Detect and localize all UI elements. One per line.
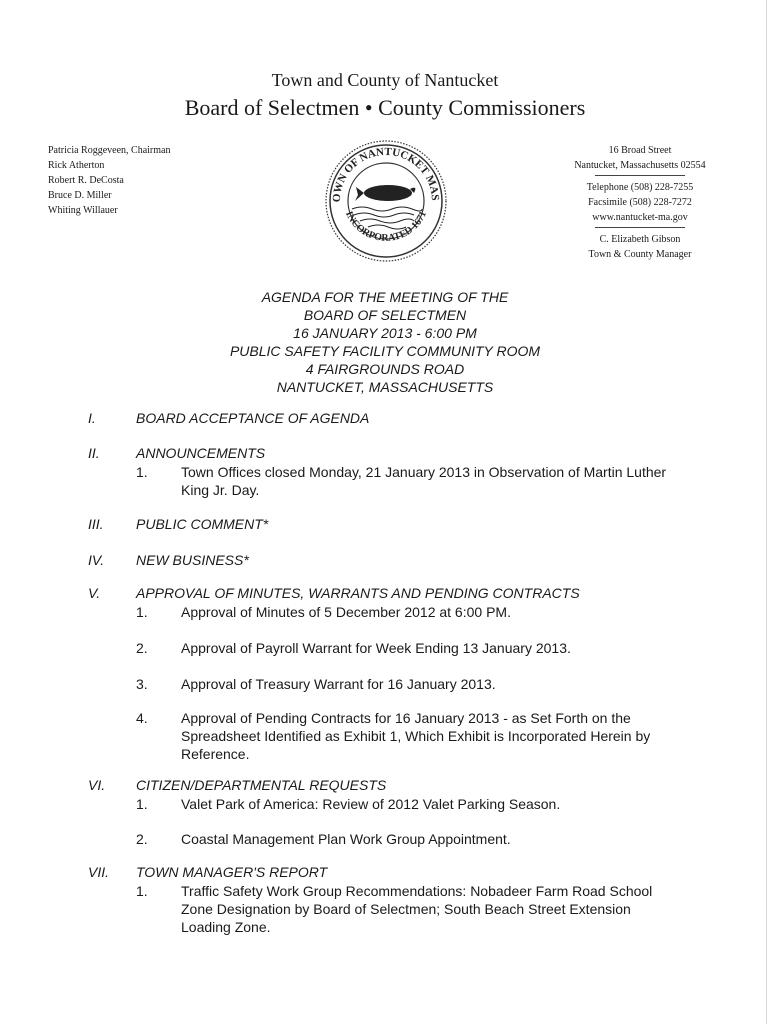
item-number: 3.	[136, 676, 148, 692]
item-text: Coastal Management Plan Work Group Appointment.	[181, 831, 511, 847]
website-link[interactable]: www.nantucket-ma.gov	[592, 212, 688, 223]
agenda-header-line: 4 FAIRGROUNDS ROAD	[305, 361, 465, 377]
board-title: Board of Selectmen • County Commissioners	[184, 95, 586, 120]
item-text: Approval of Minutes of 5 December 2012 at 6:00 PM.	[181, 604, 511, 620]
contact-block	[555, 143, 725, 262]
item-text: Traffic Safety Work Group Recommendations: Nobadeer Farm Road School Zone Designation by Board of Selectmen; South Beach Street Extension Loading Zone.	[181, 883, 653, 935]
section-heading: TOWN MANAGER'S REPORT	[136, 864, 328, 880]
item-number: 2.	[136, 831, 148, 847]
section-numeral: II.	[88, 445, 100, 461]
manager-name: C. Elizabeth Gibson	[599, 234, 681, 245]
address-street: 16 Broad Street	[608, 145, 672, 156]
item-text: Town Offices closed Monday, 21 January 2013 in Observation of Martin Luther King Jr. Day.	[181, 464, 667, 498]
section-numeral: VII.	[88, 864, 110, 880]
agenda-header-line: NANTUCKET, MASSACHUSETTS	[276, 379, 494, 395]
divider	[595, 175, 685, 176]
agenda-header-line: BOARD OF SELECTMEN	[303, 307, 467, 323]
section-heading: PUBLIC COMMENT*	[136, 516, 269, 532]
section-heading: APPROVAL OF MINUTES, WARRANTS AND PENDING CONTRACTS	[136, 585, 580, 601]
agenda-header-line: 16 JANUARY 2013 - 6:00 PM	[293, 325, 477, 341]
item-text: Approval of Payroll Warrant for Week Ending 13 January 2013.	[181, 640, 571, 656]
facsimile: Facsimile (508) 228-7272	[588, 197, 692, 208]
agenda-header	[0, 288, 770, 396]
manager-title: Town & County Manager	[588, 249, 692, 260]
item-text: Valet Park of America: Review of 2012 Valet Parking Season.	[181, 796, 561, 812]
item-number: 1.	[136, 464, 148, 480]
svg-text:INCORPORATED 1671: INCORPORATED 1671	[342, 209, 430, 244]
item-number: 1.	[136, 796, 148, 812]
member-name: Whiting Willauer	[48, 205, 118, 216]
town-seal-icon	[322, 137, 450, 265]
divider	[595, 227, 685, 228]
address-city: Nantucket, Massachusetts 02554	[574, 160, 706, 171]
item-number: 2.	[136, 640, 148, 656]
member-name: Robert R. DeCosta	[48, 175, 124, 186]
item-number: 1.	[136, 883, 148, 899]
section-heading: NEW BUSINESS*	[136, 552, 249, 568]
agenda-header-line: PUBLIC SAFETY FACILITY COMMUNITY ROOM	[229, 343, 541, 359]
section-heading: BOARD ACCEPTANCE OF AGENDA	[136, 410, 370, 426]
section-numeral: IV.	[88, 552, 105, 568]
item-text: Approval of Treasury Warrant for 16 January 2013.	[181, 676, 496, 692]
board-members-list	[48, 143, 170, 218]
section-numeral: VI.	[88, 777, 106, 793]
section-numeral: III.	[88, 516, 104, 532]
member-name: Patricia Roggeveen, Chairman	[48, 145, 171, 156]
svg-text:TOWN OF NANTUCKET MASS.: OWN OF NANTUCKET MAS	[330, 145, 442, 203]
page-edge	[766, 0, 767, 1024]
item-number: 1.	[136, 604, 148, 620]
item-text: Approval of Pending Contracts for 16 January 2013 - as Set Forth on the Spreadsheet Identified as Exhibit 1, Which Exhibit is Incorporated Herein by Reference.	[181, 710, 651, 762]
agenda-header-line: AGENDA FOR THE MEETING OF THE	[261, 289, 509, 305]
member-name: Rick Atherton	[48, 160, 105, 171]
member-name: Bruce D. Miller	[48, 190, 112, 201]
section-numeral: I.	[88, 410, 96, 426]
town-title: Town and County of Nantucket	[271, 70, 499, 90]
section-heading: CITIZEN/DEPARTMENTAL REQUESTS	[136, 777, 387, 793]
section-heading: ANNOUNCEMENTS	[136, 445, 266, 461]
section-numeral: V.	[88, 585, 101, 601]
telephone: Telephone (508) 228-7255	[586, 182, 694, 193]
item-number: 4.	[136, 710, 148, 726]
